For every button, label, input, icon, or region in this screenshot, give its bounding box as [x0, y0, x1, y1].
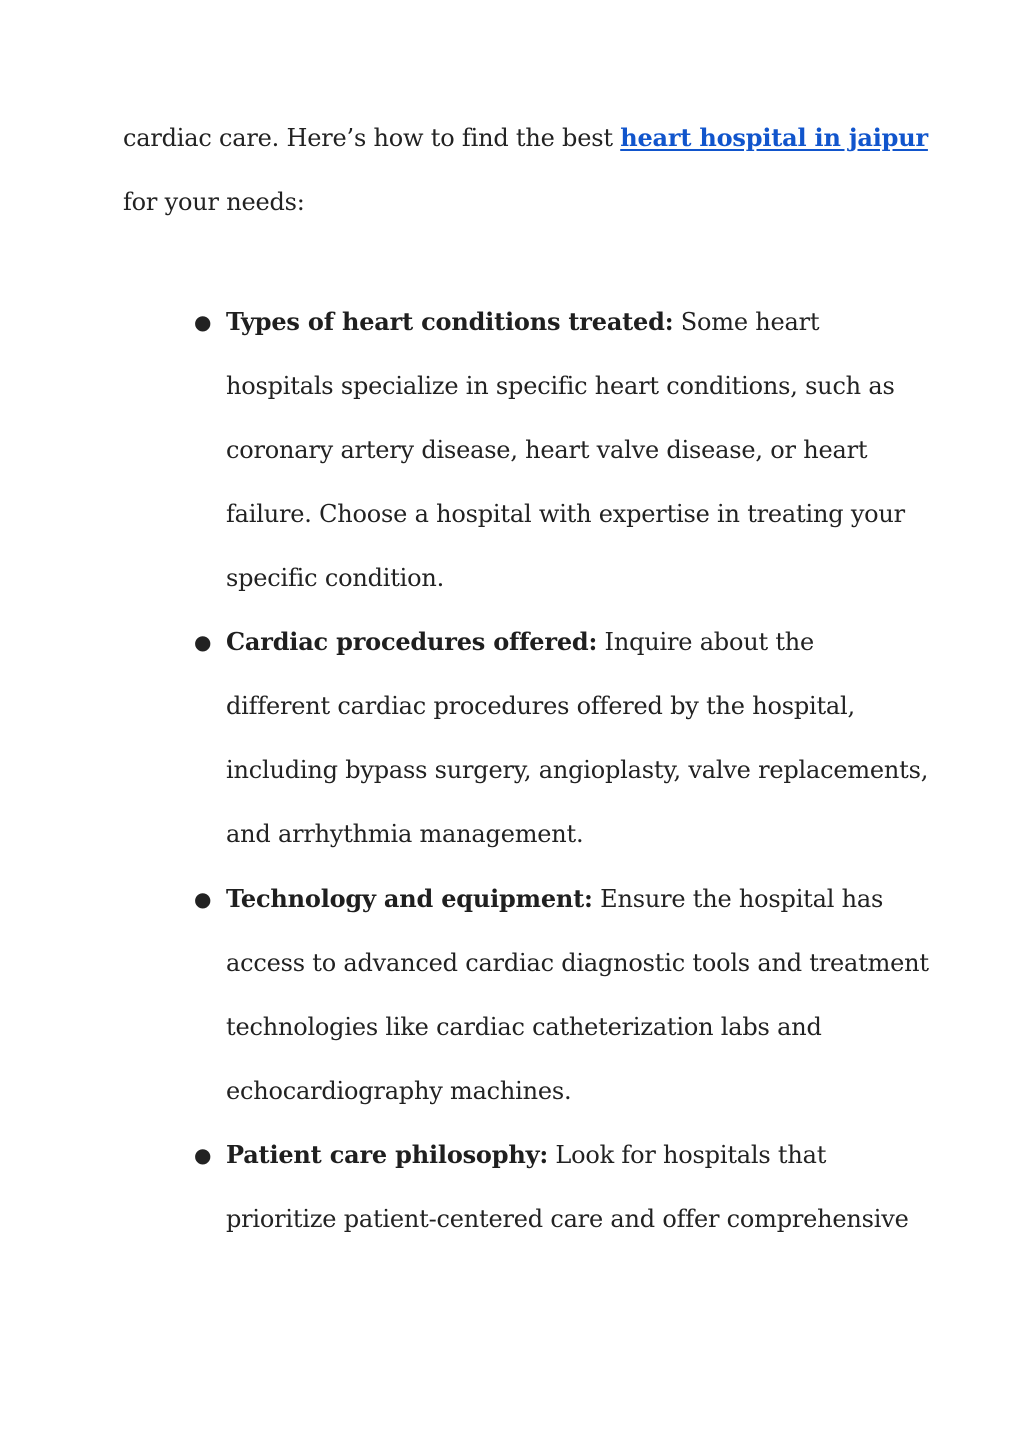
list-item-1-line-2: hospitals specialize in specific heart conditions, such as: [226, 372, 895, 400]
list-item-text: Ensure the hospital has: [592, 885, 884, 913]
list-item-1-line-5: specific condition.: [226, 564, 445, 592]
list-item-text: Inquire about the: [597, 628, 815, 656]
bullet-icon: ●: [194, 887, 212, 911]
list-item-2-line-4: and arrhythmia management.: [226, 820, 584, 848]
list-item-title: Patient care philosophy:: [226, 1140, 548, 1169]
bullet-icon: ●: [194, 630, 212, 654]
list-item-text: Look for hospitals that: [547, 1141, 827, 1169]
list-item-text: Some heart: [673, 308, 820, 336]
heart-hospital-link[interactable]: heart hospital in jaipur: [620, 123, 928, 152]
list-item-1-line-1: [226, 306, 819, 338]
bullet-icon: ●: [194, 310, 212, 334]
list-item-title: Types of heart conditions treated:: [226, 307, 674, 336]
list-item-4-line-1: [226, 1139, 826, 1171]
intro-line-1: [123, 122, 928, 154]
list-item-1-line-4: failure. Choose a hospital with expertise in treating your: [226, 500, 905, 528]
list-item-3-line-2: access to advanced cardiac diagnostic tools and treatment: [226, 949, 929, 977]
list-item-3-line-1: [226, 883, 883, 915]
list-item-title: Cardiac procedures offered:: [226, 627, 598, 656]
list-item-4-line-2: prioritize patient-centered care and offer comprehensive: [226, 1205, 909, 1233]
list-item-2-line-2: different cardiac procedures offered by the hospital,: [226, 692, 855, 720]
list-item-2-line-1: [226, 626, 814, 658]
list-item-3-line-4: echocardiography machines.: [226, 1077, 572, 1105]
intro-text: cardiac care. Here’s how to find the best: [123, 124, 621, 152]
list-item-1-line-3: coronary artery disease, heart valve disease, or heart: [226, 436, 868, 464]
list-item-title: Technology and equipment:: [226, 884, 593, 913]
list-item-2-line-3: including bypass surgery, angioplasty, valve replacements,: [226, 756, 929, 784]
intro-line-2: for your needs:: [123, 188, 305, 216]
list-item-3-line-3: technologies like cardiac catheterization labs and: [226, 1013, 822, 1041]
bullet-icon: ●: [194, 1143, 212, 1167]
